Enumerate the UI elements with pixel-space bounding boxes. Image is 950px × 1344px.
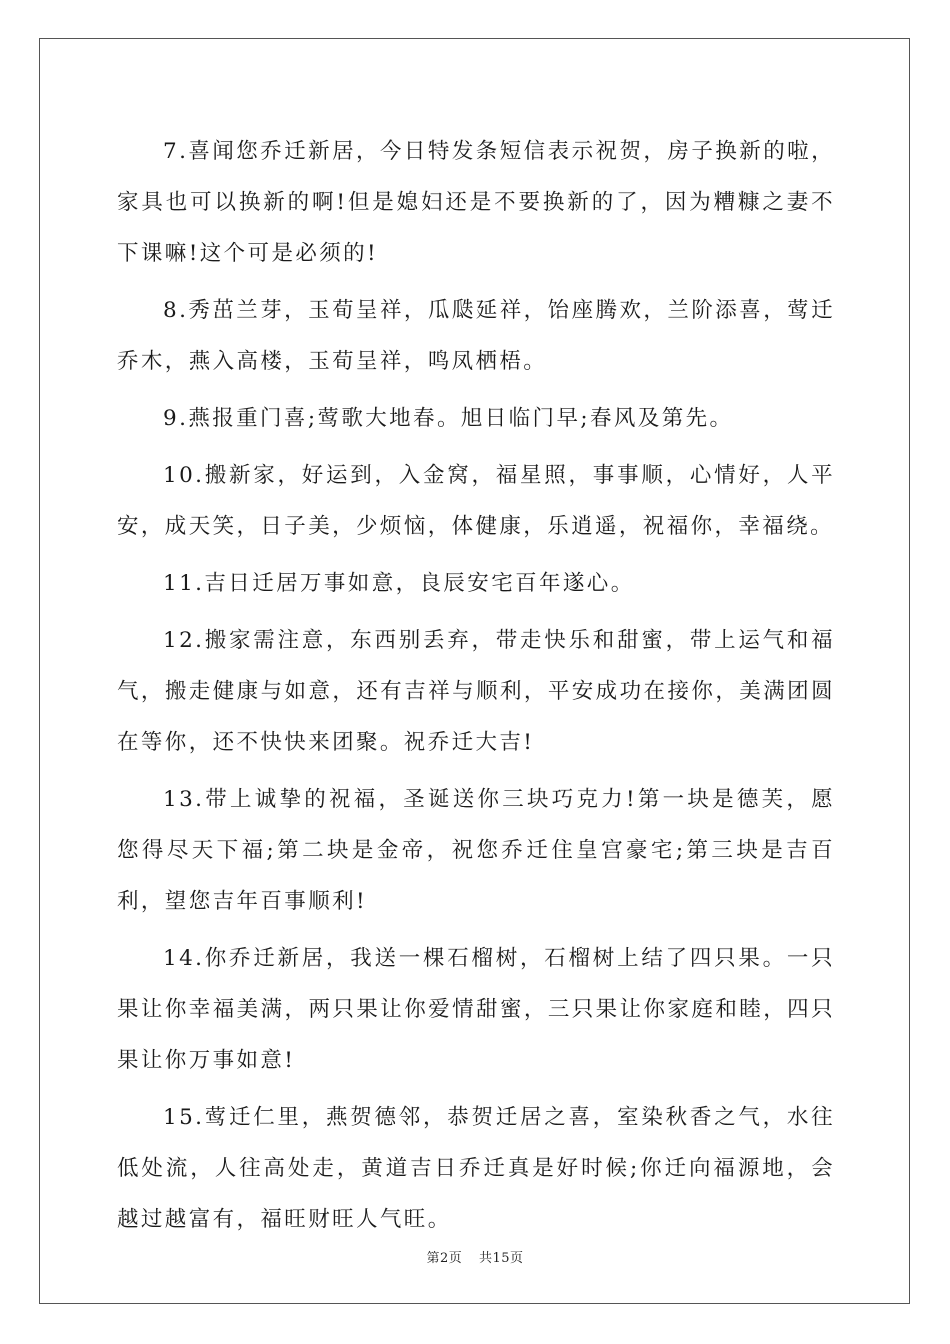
page-total: 共15页 xyxy=(478,1251,524,1266)
page-number: 第2页 xyxy=(426,1251,463,1266)
page-footer xyxy=(0,1247,950,1266)
paragraph-12: 12.搬家需注意，东西别丢弃，带走快乐和甜蜜，带上运气和福气，搬走健康与如意，还有吉祥与顺利，平安成功在接你，美满团圆在等你，还不快快来团聚。祝乔迁大吉! xyxy=(117,628,835,755)
paragraph-14: 14.你乔迁新居，我送一棵石榴树，石榴树上结了四只果。一只果让你幸福美满，两只果让你爱情甜蜜，三只果让你家庭和睦，四只果让你万事如意! xyxy=(117,946,835,1073)
paragraph-13: 13.带上诚挚的祝福，圣诞送你三块巧克力!第一块是德芙，愿您得尽天下福;第二块是金帝，祝您乔迁住皇宫豪宅;第三块是吉百利，望您吉年百事顺利! xyxy=(117,787,835,914)
document-body xyxy=(117,126,835,1251)
paragraph-10: 10.搬新家，好运到，入金窝，福星照，事事顺，心情好，人平安，成天笑，日子美，少烦恼，体健康，乐逍遥，祝福你，幸福绕。 xyxy=(117,463,835,539)
paragraph-7: 7.喜闻您乔迁新居，今日特发条短信表示祝贺，房子换新的啦，家具也可以换新的啊!但是媳妇还是不要换新的了，因为糟糠之妻不下课嘛!这个可是必须的! xyxy=(117,139,835,266)
paragraph-9: 9.燕报重门喜;莺歌大地春。旭日临门早;春风及第先。 xyxy=(163,406,734,431)
paragraph-15: 15.莺迁仁里，燕贺德邻，恭贺迁居之喜，室染秋香之气，水往低处流，人往高处走，黄道吉日乔迁真是好时候;你迁向福源地，会越过越富有，福旺财旺人气旺。 xyxy=(117,1105,835,1232)
paragraph-11: 11.吉日迁居万事如意，良辰安宅百年遂心。 xyxy=(163,571,635,596)
paragraph-8: 8.秀茁兰芽，玉荀呈祥，瓜瓞延祥，饴座腾欢，兰阶添喜，莺迁乔木，燕入高楼，玉荀呈祥，鸣凤栖梧。 xyxy=(117,298,835,374)
